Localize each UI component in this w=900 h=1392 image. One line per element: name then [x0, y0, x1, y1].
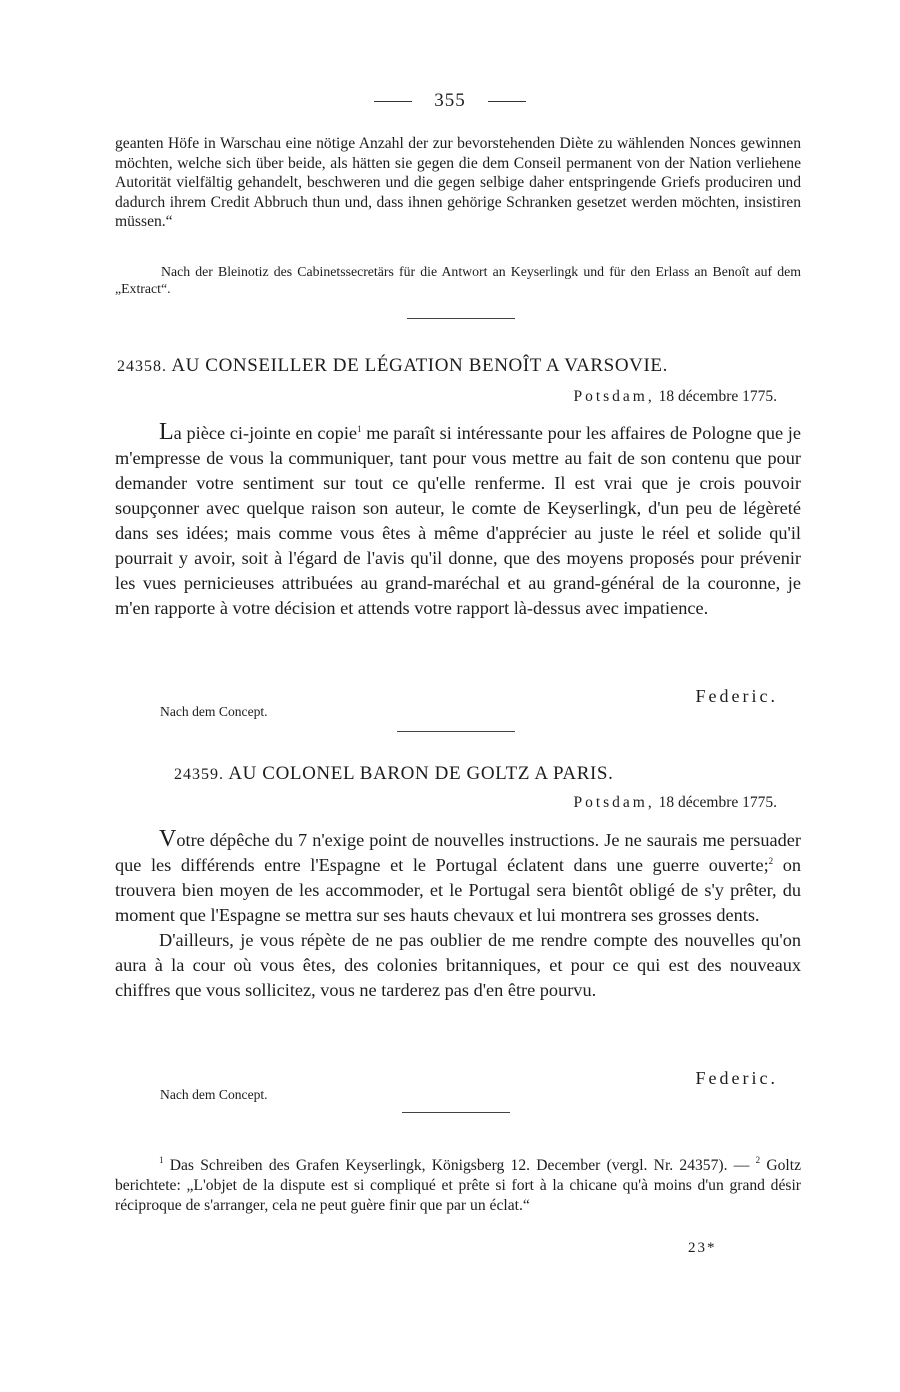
letter-date	[573, 388, 777, 406]
footnotes	[115, 1156, 801, 1216]
header-rule-left	[374, 101, 412, 102]
letter-text: me paraît si intéressante pour les affaires de Pologne que je m'empresse de vous la communiquer, tant pour vous mettre au fait de son contenu que pour demander votre sentiment sur tout ce qu'elle renferme. Il est vrai que je crois pouvoir soupçonner avec quelque raison son auteur, le comte de Keyserlingk, d'un peu de légèreté dans ses idées; mais comme vous êtes à même d'apprécier au juste le réel et solide qu'il pourrait y avoir, soit à l'égard de l'avis qu'il donne, que des moyens proposés pour prévenir les vues pernicieuses attribuées au grand-maréchal et au grand-général de la couronne, je m'en rapporte à votre décision et attends votre rapport là-dessus avec impatience.	[115, 423, 801, 618]
letter-body	[115, 827, 801, 1003]
letter-text: otre dépêche du 7 n'exige point de nouvelles instructions. Je ne saurais me persuader que les différends entre l'Espagne et le Portugal éclatent dans une guerre ouverte;	[115, 830, 801, 875]
letter-date-text: 18 décembre 1775.	[658, 388, 777, 405]
letter-body	[115, 420, 801, 621]
footnote-mark: 1	[159, 1155, 164, 1165]
drop-initial: V	[159, 826, 177, 852]
letter-heading	[174, 763, 613, 785]
page-number: 355	[434, 90, 466, 111]
footnote-ref: 2	[768, 856, 774, 866]
letter-place: Potsdam,	[573, 388, 655, 405]
letter-paragraph: D'ailleurs, je vous répète de ne pas oublier de me rendre compte des nouvelles qu'on aura à la cour où vous êtes, des colonies britanniques, et pour ce qui est des nouveaux chiffres que vous sollicitez, vous ne tarderez pas d'en être pourvu.	[115, 930, 801, 1000]
carryover-source-note: Nach der Bleinotiz des Cabinetssecretärs für die Antwort an Keyserlingk und für den Erlass an Benoît auf dem „Extract“.	[115, 264, 801, 296]
carryover-paragraph: geanten Höfe in Warschau eine nötige Anzahl der zur bevorstehenden Diète zu wählenden Nonces gewinnen möchten, welche sich über beide, als hätten sie gegen die dem Conseil permanent von der Nation verliehene Autorität vielfältig gehandelt, beschweren und die gegen selbige daher entspringende Griefs produciren und dadurch ihrem Credit Abbruch thun und, dass ihnen gehörige Schranken gesetzet werden möchten, insistiren müssen.“	[115, 135, 801, 230]
letter-date-text: 18 décembre 1775.	[658, 794, 777, 811]
footnote-mark: 2	[755, 1155, 761, 1165]
letter-source: Nach dem Concept.	[160, 1087, 268, 1102]
letter-number: 24359.	[174, 766, 224, 783]
letter-signature: Federic.	[695, 1068, 778, 1088]
letter-signature: Federic.	[695, 686, 778, 706]
page-header	[0, 90, 900, 112]
letter-title: AU COLONEL BARON DE GOLTZ A PARIS.	[228, 763, 614, 784]
letter-text: on trouvera bien moyen de les accommoder, et le Portugal sera bientôt obligé de s'y prêter, du moment que l'Espagne se mettra sur ses hauts chevaux et lui montrera ses grosses dents.	[115, 855, 801, 925]
signature-mark: 23*	[688, 1240, 717, 1256]
letter-title: AU CONSEILLER DE LÉGATION BENOÎT A VARSOVIE.	[171, 355, 668, 376]
drop-initial: L	[159, 419, 174, 445]
letter-place: Potsdam,	[573, 794, 655, 811]
letter-date	[573, 794, 777, 812]
letter-source: Nach dem Concept.	[160, 704, 268, 719]
header-rule-right	[488, 101, 526, 102]
letter-number: 24358.	[117, 358, 167, 375]
footnote-ref: 1	[357, 424, 362, 434]
footnote-text: Das Schreiben des Grafen Keyserlingk, Königsberg 12. December (vergl. Nr. 24357). —	[163, 1157, 756, 1174]
section-divider	[407, 318, 515, 319]
section-divider	[397, 731, 515, 732]
section-divider	[402, 1112, 510, 1113]
letter-text: a pièce ci-jointe en copie	[173, 423, 358, 443]
footnote-text: Goltz berichtete: „L'objet de la dispute est si compliqué et prête si fort à la chicane qu'à moins d'un grand désir réciproque de s'arranger, cela ne peut guère finir que par un éclat.“	[115, 1157, 801, 1214]
letter-heading	[117, 355, 668, 377]
